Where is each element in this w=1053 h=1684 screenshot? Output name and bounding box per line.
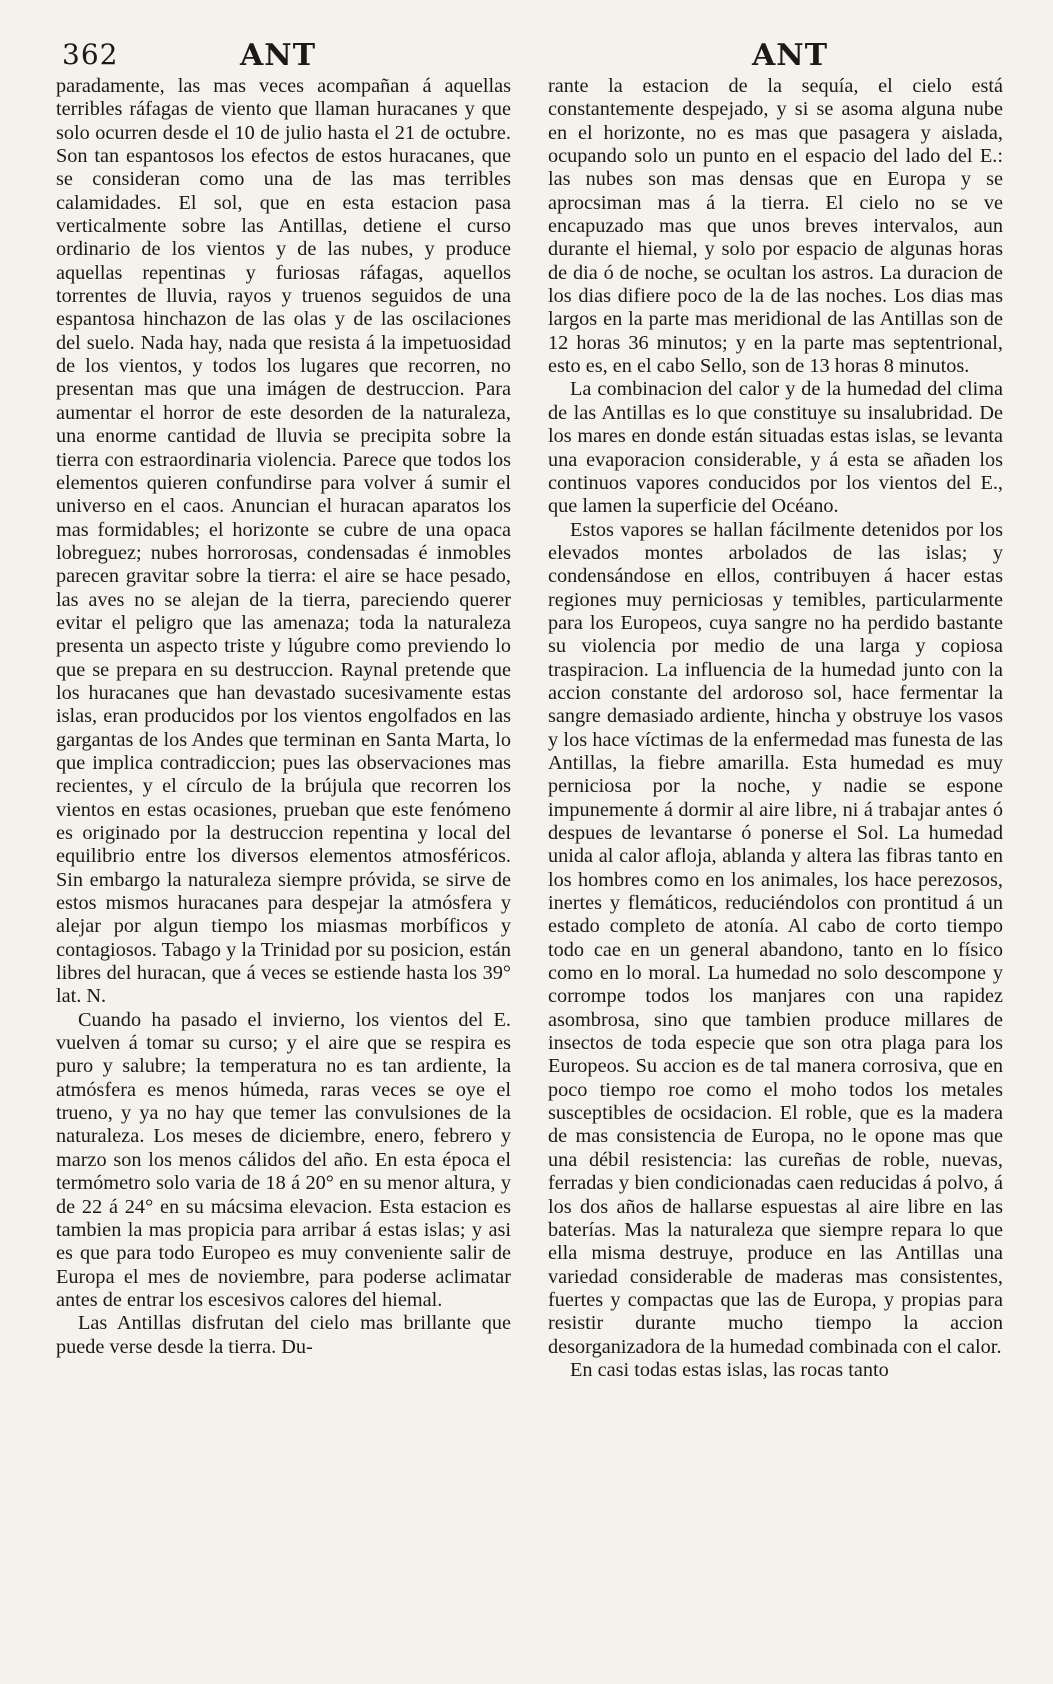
paragraph: La combinacion del calor y de la humedad del clima de las Antillas es lo que constituye su insalubridad. De los mares en donde están situadas estas islas, se levanta una evaporacion considerable, y á esta se añaden los continuos vapores conducidos por los vientos del E., que lamen la superficie del Océano. xyxy=(548,378,1003,518)
paragraph: Las Antillas disfrutan del cielo mas brillante que puede verse desde la tierra. Du- xyxy=(56,1312,511,1358)
paragraph: paradamente, las mas veces acompañan á aquellas terribles ráfagas de viento que llaman huracanes y que solo ocurren desde el 10 de julio hasta el 21 de octubre. Son tan espantosos los efectos de estos huracanes, que se consideran como una de las mas terribles calamidades. El sol, que en esta estacion pasa verticalmente sobre las Antillas, detiene el curso ordinario de los vientos y de las nubes, y produce aquellas repentinas y furiosas ráfagas, aquellos torrentes de lluvia, rayos y truenos seguidos de una espantosa hinchazon de las olas y de las oscilaciones del suelo. Nada hay, nada que resista á la impetuosidad de los vientos, y todos los lugares que recorren, no presentan mas que una imágen de destruccion. Para aumentar el horror de este desorden de la naturaleza, una enorme cantidad de lluvia se precipita sobre la tierra con estraordinaria violencia. Parece que todos los elementos quieren confundirse para volver á sumir el universo en el caos. Anuncian el huracan aparatos los mas formidables; el horizonte se cubre de una opaca lobreguez; nubes horrorosas, condensadas é inmobles parecen gravitar sobre la tierra: el aire se hace pesado, las aves no se alejan de la tierra, pareciendo querer evitar el peligro que las amenaza; toda la naturaleza presenta un aspecto triste y lúgubre como previendo lo que se prepara en su destruccion. Raynal pretende que los huracanes que han devastado sucesivamente estas islas, eran producidos por los vientos engolfados en las gargantas de los Andes que terminan en Santa Marta, lo que implica contradiccion; pues las observaciones mas recientes, y el círculo de la brújula que recorren los vientos en estas ocasiones, prueban que este fenómeno es originado por la destruccion repentina y local del equilibrio entre los diversos elementos atmosféricos. Sin embargo la naturaleza siempre próvida, se sirve de estos mismos huracanes para despejar la atmósfera y alejar por algun tiempo los miasmas morbíficos y contagiosos. Tabago y la Trinidad por su posicion, están libres del huracan, que á veces se estiende hasta los 39° lat. N. xyxy=(56,75,511,1008)
paragraph: En casi todas estas islas, las rocas tanto xyxy=(570,1358,889,1381)
paragraph: Cuando ha pasado el invierno, los vientos del E. vuelven á tomar su curso; y el aire que se respira es puro y salubre; la temperatura no es tan ardiente, la atmósfera es menos húmeda, raras veces se oye el trueno, y ya no hay que temer las convulsiones de la naturaleza. Los meses de diciembre, enero, febrero y marzo son los menos cálidos del año. En esta época el termómetro solo varia de 18 á 20° en su menor altura, y de 22 á 24° en su mácsima elevacion. Esta estacion es tambien la mas propicia para arribar á estas islas; y asi es que para todo Europeo es muy conveniente salir de Europa el mes de noviembre, para poderse aclimatar antes de entrar los escesivos calores del hiemal. xyxy=(56,1008,511,1311)
right-column xyxy=(548,75,1003,1665)
left-running-head: ANT xyxy=(240,38,317,73)
paragraph: Estos vapores se hallan fácilmente detenidos por los elevados montes arbolados de las islas; y condensándose en ellos, contribuyen á hacer estas regiones muy perniciosas y temibles, particularmente para los Europeos, cuya sangre no ha perdido bastante su violencia por medio de una larga y copiosa traspiracion. La influencia de la humedad junto con la accion constante del ardoroso sol, hace fermentar la sangre demasiado ardiente, hincha y obstruye los vasos y los hace víctimas de la enfermedad mas funesta de las Antillas, la fiebre amarilla. Esta humedad es muy perniciosa por la noche, y nadie se espone impunemente á dormir al aire libre, ni á trabajar antes ó despues de levantarse ó ponerse el Sol. La humedad unida al calor afloja, ablanda y altera las fibras tanto en los hombres como en los animales, los hace perezosos, inertes y flemáticos, reduciéndolos con prontitud á un estado completo de atonía. Al cabo de corto tiempo todo cae en un general abandono, tanto en lo físico como en lo moral. La humedad no solo descompone y corrompe todos los manjares con una rapidez asombrosa, sino que tambien produce millares de insectos de toda especie que son otra plaga para los Europeos. Su accion es de tal manera corrosiva, que en poco tiempo roe como el moho todos los metales susceptibles de ocsidacion. El roble, que es la madera de mas consistencia de Europa, no le opone mas que una débil resistencia: las cureñas de roble, nuevas, ferradas y bien condicionadas caen reducidas á polvo, á los dos años de hallarse espuestas al aire libre en las baterías. Mas la naturaleza que siempre repara lo que ella misma destruye, produce en las Antillas una variedad considerable de maderas mas consistentes, fuertes y compactas que las de Europa, y propias para resistir durante mucho tiempo la accion desorganizadora de la humedad combinada con el calor. xyxy=(548,518,1003,1358)
paragraph: rante la estacion de la sequía, el cielo está constantemente despejado, y si se asoma alguna nube en el horizonte, no es mas que pasagera y aislada, ocupando solo un punto en el espacio del lado del E.: las nubes son mas densas que en Europa y se aprocsiman mas á la tierra. El cielo no se ve encapuzado mas que unos breves intervalos, aun durante el hiemal, y solo por espacio de algunas horas de dia ó de noche, se ocultan los astros. La duracion de los dias difiere poco de la de las noches. Los dias mas largos en la parte mas meridional de las Antillas son de 12 horas 36 minutos; y en la parte mas septentrional, esto es, en el cabo Sello, son de 13 horas 8 minutos. xyxy=(548,75,1003,378)
right-running-head: ANT xyxy=(752,38,829,73)
page-number: 362 xyxy=(62,38,119,71)
left-column xyxy=(56,75,511,1665)
